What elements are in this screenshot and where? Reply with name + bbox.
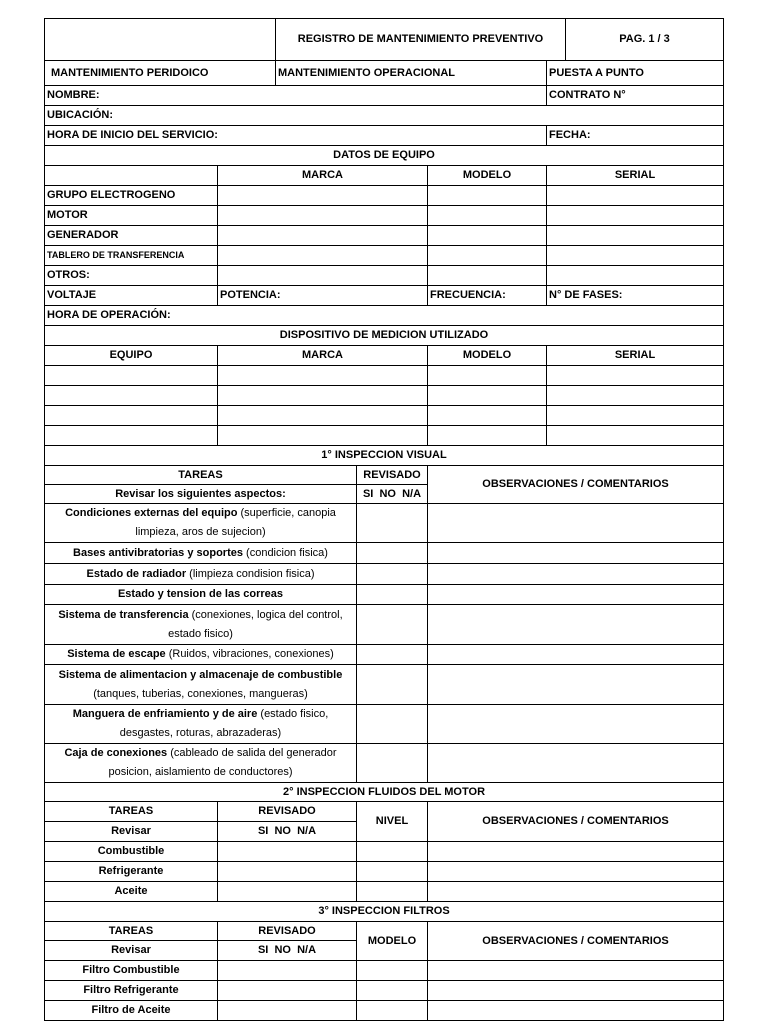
equipo-row-label: GENERADOR (45, 226, 218, 246)
filtro-label: Filtro Refrigerante (45, 981, 218, 1001)
visual-obs-cell[interactable] (428, 543, 724, 564)
visual-obs-cell[interactable] (428, 564, 724, 585)
equipo-serial-cell[interactable] (547, 186, 724, 206)
col-marca: MARCA (218, 166, 428, 186)
filtros-obs-header: OBSERVACIONES / COMENTARIOS (428, 922, 724, 961)
visual-task-title: Manguera de enfriamiento y de aire (72, 708, 258, 720)
equipo-row-label: TABLERO DE TRANSFERENCIA (45, 246, 218, 266)
contrato-field[interactable]: CONTRATO N° (547, 86, 724, 106)
visual-task-title: Estado y tension de las correas (117, 588, 284, 600)
visual-revisar-label: Revisar los siguientes aspectos: (45, 485, 357, 504)
col-modelo: MODELO (428, 346, 547, 366)
filtro-label: Filtro de Aceite (45, 1001, 218, 1021)
medicion-row (45, 386, 724, 406)
medicion-equipo-cell[interactable] (45, 406, 218, 426)
maintenance-form (44, 18, 723, 1021)
fluido-check-cell[interactable] (218, 862, 357, 882)
filtros-modelo-header: MODELO (357, 922, 428, 961)
equipo-row-label: GRUPO ELECTROGENO (45, 186, 218, 206)
visual-check-cell[interactable] (357, 705, 428, 744)
equipo-modelo-cell[interactable] (428, 206, 547, 226)
form-table (44, 18, 724, 1021)
visual-sino-header: SI NO N/A (357, 485, 428, 504)
filtro-obs-cell[interactable] (428, 961, 724, 981)
section-inspeccion-filtros: 3° INSPECCION FILTROS (45, 902, 724, 922)
visual-task-title: Condiciones externas del equipo (65, 507, 238, 519)
medicion-equipo-cell[interactable] (45, 426, 218, 446)
visual-task-title: Caja de conexiones (64, 747, 168, 759)
section-inspeccion-fluidos: 2° INSPECCION FLUIDOS DEL MOTOR (45, 783, 724, 802)
medicion-serial-cell[interactable] (547, 426, 724, 446)
visual-obs-cell[interactable] (428, 665, 724, 705)
fluido-obs-cell[interactable] (428, 862, 724, 882)
equipo-marca-cell[interactable] (218, 226, 428, 246)
medicion-marca-cell[interactable] (218, 386, 428, 406)
fluidos-tareas-header: TAREAS (45, 802, 218, 822)
equipo-row-label: OTROS: (45, 266, 218, 286)
visual-task (45, 564, 357, 585)
visual-task-detail: (estado fisico, desgastes, roturas, abrazaderas) (119, 708, 329, 739)
filtros-tareas-header: TAREAS (45, 922, 218, 941)
visual-check-cell[interactable] (357, 605, 428, 645)
fluidos-revisado-header: REVISADO (218, 802, 357, 822)
equipo-modelo-cell[interactable] (428, 246, 547, 266)
visual-tareas-header: TAREAS (45, 466, 357, 485)
filtro-modelo-cell[interactable] (357, 1001, 428, 1021)
medicion-row (45, 426, 724, 446)
page-number: PAG. 1 / 3 (566, 19, 724, 61)
potencia-field[interactable]: POTENCIA: (218, 286, 428, 306)
visual-check-cell[interactable] (357, 543, 428, 564)
form-title: REGISTRO DE MANTENIMIENTO PREVENTIVO (276, 19, 566, 61)
visual-check-cell[interactable] (357, 665, 428, 705)
visual-task-detail: (conexiones, logica del control, estado fisico) (168, 608, 343, 640)
hora-operacion-field[interactable]: HORA DE OPERACIÓN: (45, 306, 724, 326)
medicion-modelo-cell[interactable] (428, 406, 547, 426)
equipo-serial-cell[interactable] (547, 246, 724, 266)
visual-task (45, 585, 357, 605)
equipo-modelo-cell[interactable] (428, 266, 547, 286)
type-periodico[interactable]: MANTENIMIENTO PERIDOICO (45, 61, 276, 86)
visual-obs-cell[interactable] (428, 705, 724, 744)
medicion-marca-cell[interactable] (218, 366, 428, 386)
medicion-equipo-cell[interactable] (45, 386, 218, 406)
fluidos-nivel-header: NIVEL (357, 802, 428, 842)
fluido-check-cell[interactable] (218, 882, 357, 902)
visual-task-detail: (limpieza condision fisica) (186, 567, 315, 580)
visual-check-cell[interactable] (357, 504, 428, 543)
fluido-nivel-cell[interactable] (357, 882, 428, 902)
medicion-marca-cell[interactable] (218, 406, 428, 426)
visual-check-cell[interactable] (357, 645, 428, 665)
visual-task (45, 543, 357, 564)
equipo-serial-cell[interactable] (547, 226, 724, 246)
equipo-serial-cell[interactable] (547, 206, 724, 226)
visual-task-title: Bases antivibratorias y soportes (73, 546, 243, 559)
medicion-equipo-cell[interactable] (45, 366, 218, 386)
fluido-nivel-cell[interactable] (357, 842, 428, 862)
visual-task (45, 665, 357, 705)
col-serial: SERIAL (547, 166, 724, 186)
visual-task-title: Sistema de transferencia (58, 608, 189, 621)
fluidos-obs-header: OBSERVACIONES / COMENTARIOS (428, 802, 724, 842)
medicion-marca-cell[interactable] (218, 426, 428, 446)
equipo-blank-header (45, 166, 218, 186)
type-operacional[interactable]: MANTENIMIENTO OPERACIONAL (276, 61, 547, 86)
section-inspeccion-visual: 1° INSPECCION VISUAL (45, 446, 724, 466)
equipo-marca-cell[interactable] (218, 266, 428, 286)
visual-obs-cell[interactable] (428, 645, 724, 665)
medicion-serial-cell[interactable] (547, 406, 724, 426)
filtro-check-cell[interactable] (218, 1001, 357, 1021)
filtros-revisar-label: Revisar (45, 941, 218, 961)
equipo-modelo-cell[interactable] (428, 226, 547, 246)
visual-task (45, 645, 357, 665)
visual-task (45, 504, 357, 543)
visual-task (45, 744, 357, 783)
ubicacion-field[interactable]: UBICACIÓN: (45, 106, 724, 126)
visual-task-detail: (Ruidos, vibraciones, conexiones) (165, 648, 334, 660)
section-medicion: DISPOSITIVO DE MEDICION UTILIZADO (45, 326, 724, 346)
visual-task-title: Sistema de alimentacion y almacenaje de combustible (58, 668, 343, 681)
fluido-obs-cell[interactable] (428, 882, 724, 902)
equipo-row-label: MOTOR (45, 206, 218, 226)
voltaje-field[interactable]: VOLTAJE (45, 286, 218, 306)
visual-task (45, 605, 357, 645)
medicion-serial-cell[interactable] (547, 386, 724, 406)
fluido-label: Refrigerante (45, 862, 218, 882)
fases-field[interactable]: N° DE FASES: (547, 286, 724, 306)
filtro-label: Filtro Combustible (45, 961, 218, 981)
col-serial: SERIAL (547, 346, 724, 366)
visual-check-cell[interactable] (357, 564, 428, 585)
visual-revisado-header: REVISADO (357, 466, 428, 485)
section-datos-equipo: DATOS DE EQUIPO (45, 146, 724, 166)
equipo-marca-cell[interactable] (218, 186, 428, 206)
visual-task-detail: (tanques, tuberias, conexiones, mangueras) (93, 687, 308, 700)
visual-obs-cell[interactable] (428, 744, 724, 783)
medicion-row (45, 406, 724, 426)
visual-obs-cell[interactable] (428, 605, 724, 645)
equipo-marca-cell[interactable] (218, 206, 428, 226)
equipo-marca-cell[interactable] (218, 246, 428, 266)
fecha-field[interactable]: FECHA: (547, 126, 724, 146)
fluido-label: Aceite (45, 882, 218, 902)
equipo-serial-cell[interactable] (547, 266, 724, 286)
medicion-modelo-cell[interactable] (428, 366, 547, 386)
visual-task (45, 705, 357, 744)
fluidos-revisar-label: Revisar (45, 822, 218, 842)
visual-task-title: Estado de radiador (86, 567, 187, 580)
filtro-check-cell[interactable] (218, 981, 357, 1001)
equipo-modelo-cell[interactable] (428, 186, 547, 206)
fluido-check-cell[interactable] (218, 842, 357, 862)
filtro-check-cell[interactable] (218, 961, 357, 981)
type-puesta-punto[interactable]: PUESTA A PUNTO (547, 61, 724, 86)
col-equipo: EQUIPO (45, 346, 218, 366)
fluidos-sino-header: SI NO N/A (218, 822, 357, 842)
filtro-modelo-cell[interactable] (357, 961, 428, 981)
nombre-field[interactable]: NOMBRE: (45, 86, 547, 106)
filtros-revisado-header: REVISADO (218, 922, 357, 941)
visual-obs-cell[interactable] (428, 504, 724, 543)
visual-task-detail: (cableado de salida del generador posicion, aislamiento de conductores) (108, 747, 337, 778)
medicion-modelo-cell[interactable] (428, 426, 547, 446)
medicion-modelo-cell[interactable] (428, 386, 547, 406)
hora-inicio-field[interactable]: HORA DE INICIO DEL SERVICIO: (45, 126, 547, 146)
medicion-serial-cell[interactable] (547, 366, 724, 386)
filtro-modelo-cell[interactable] (357, 981, 428, 1001)
filtro-obs-cell[interactable] (428, 1001, 724, 1021)
fluido-obs-cell[interactable] (428, 842, 724, 862)
col-marca: MARCA (218, 346, 428, 366)
filtros-sino-header: SI NO N/A (218, 941, 357, 961)
col-modelo: MODELO (428, 166, 547, 186)
frecuencia-field[interactable]: FRECUENCIA: (428, 286, 547, 306)
fluido-label: Combustible (45, 842, 218, 862)
visual-check-cell[interactable] (357, 744, 428, 783)
visual-check-cell[interactable] (357, 585, 428, 605)
filtro-obs-cell[interactable] (428, 981, 724, 1001)
fluido-nivel-cell[interactable] (357, 862, 428, 882)
visual-obs-cell[interactable] (428, 585, 724, 605)
visual-task-detail: (superficie, canopia limpieza, aros de sujecion) (135, 507, 336, 538)
visual-obs-header: OBSERVACIONES / COMENTARIOS (428, 466, 724, 504)
logo-cell (45, 19, 276, 61)
medicion-row (45, 366, 724, 386)
visual-task-title: Sistema de escape (67, 648, 166, 660)
visual-task-detail: (condicion fisica) (242, 546, 328, 559)
